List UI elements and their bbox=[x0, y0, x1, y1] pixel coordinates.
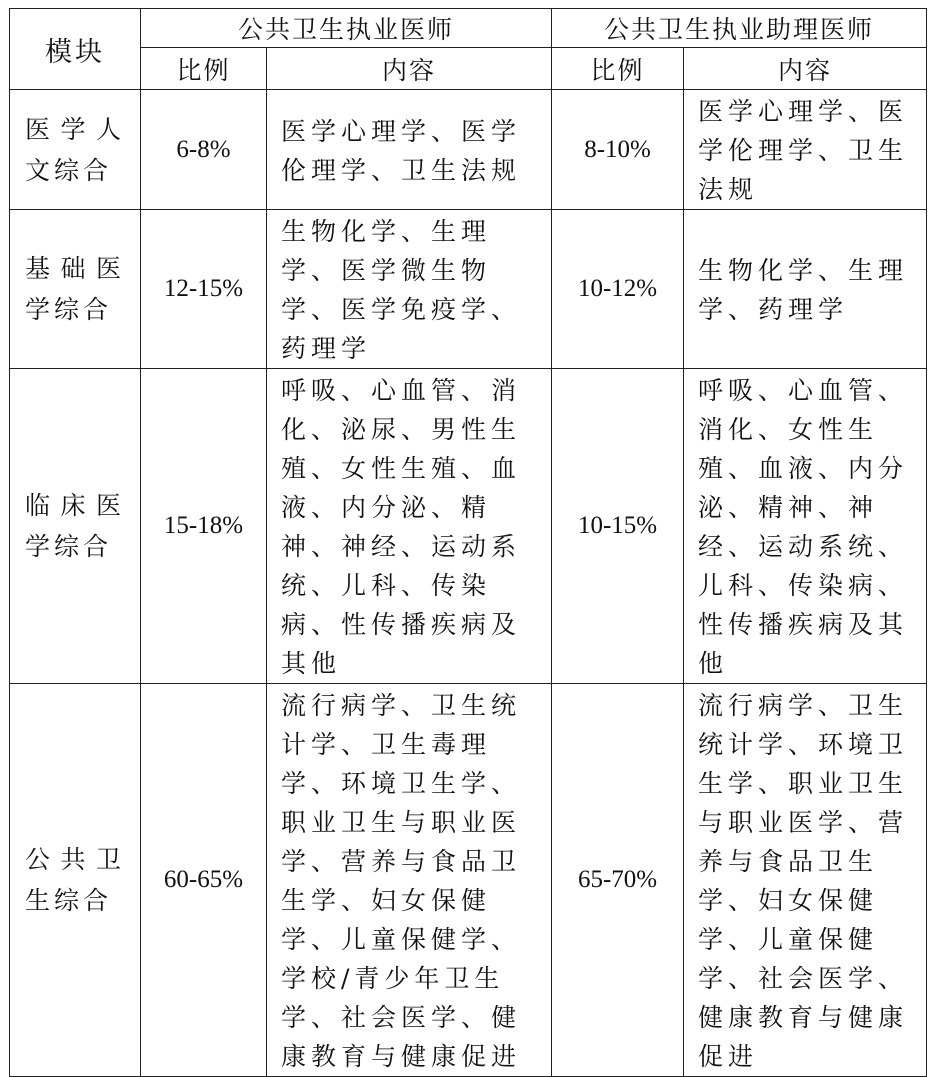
table-row bbox=[10, 369, 927, 684]
assistant-ratio: 10-12% bbox=[552, 210, 684, 369]
physician-ratio: 60-65% bbox=[141, 684, 267, 1077]
physician-ratio: 6-8% bbox=[141, 90, 267, 210]
physician-content: 生物化学、生理学、医学微生物学、医学免疫学、药理学 bbox=[281, 217, 522, 363]
exam-content-table bbox=[9, 8, 927, 1077]
assistant-content: 呼吸、心血管、消化、女性生殖、血液、内分泌、精神、神经、运动系统、儿科、传染病、性传播疾病及其他 bbox=[698, 376, 909, 678]
physician-header: 公共卫生执业医师 bbox=[141, 9, 552, 48]
assistant-ratio: 10-15% bbox=[552, 369, 684, 684]
physician-content: 医学心理学、医学伦理学、卫生法规 bbox=[281, 116, 522, 185]
header-row-top bbox=[10, 9, 927, 48]
assistant-header: 公共卫生执业助理医师 bbox=[552, 9, 927, 48]
module-name: 医学人文综合 bbox=[25, 114, 125, 185]
module-name: 基础医学综合 bbox=[25, 254, 125, 324]
assistant-ratio: 65-70% bbox=[552, 684, 684, 1077]
assistant-content: 医学心理学、医学伦理学、卫生法规 bbox=[698, 97, 909, 204]
header-row-sub bbox=[10, 48, 927, 90]
table-row bbox=[10, 684, 927, 1077]
physician-content: 流行病学、卫生统计学、卫生毒理学、环境卫生学、职业卫生与职业医学、营养与食品卫生学、妇女保健学、儿童保健学、学校/青少年卫生学、社会医学、健康教育与健康促进 bbox=[281, 691, 522, 1071]
physician-ratio: 15-18% bbox=[141, 369, 267, 684]
physician-ratio-header: 比例 bbox=[141, 48, 267, 90]
physician-ratio: 12-15% bbox=[141, 210, 267, 369]
physician-content-header: 内容 bbox=[267, 48, 552, 90]
table-row bbox=[10, 210, 927, 369]
physician-content: 呼吸、心血管、消化、泌尿、男性生殖、女性生殖、血液、内分泌、精神、神经、运动系统、儿科、传染病、性传播疾病及其他 bbox=[281, 376, 522, 678]
assistant-ratio-header: 比例 bbox=[552, 48, 684, 90]
module-name: 临床医学综合 bbox=[25, 491, 125, 561]
assistant-content: 生物化学、生理学、药理学 bbox=[698, 256, 909, 324]
module-name: 公共卫生综合 bbox=[25, 845, 125, 915]
assistant-content-header: 内容 bbox=[684, 48, 927, 90]
assistant-ratio: 8-10% bbox=[552, 90, 684, 210]
module-header: 模块 bbox=[10, 9, 141, 90]
assistant-content: 流行病学、卫生统计学、环境卫生学、职业卫生与职业医学、营养与食品卫生学、妇女保健学、儿童保健学、社会医学、健康教育与健康促进 bbox=[698, 691, 909, 1071]
table-row bbox=[10, 90, 927, 210]
